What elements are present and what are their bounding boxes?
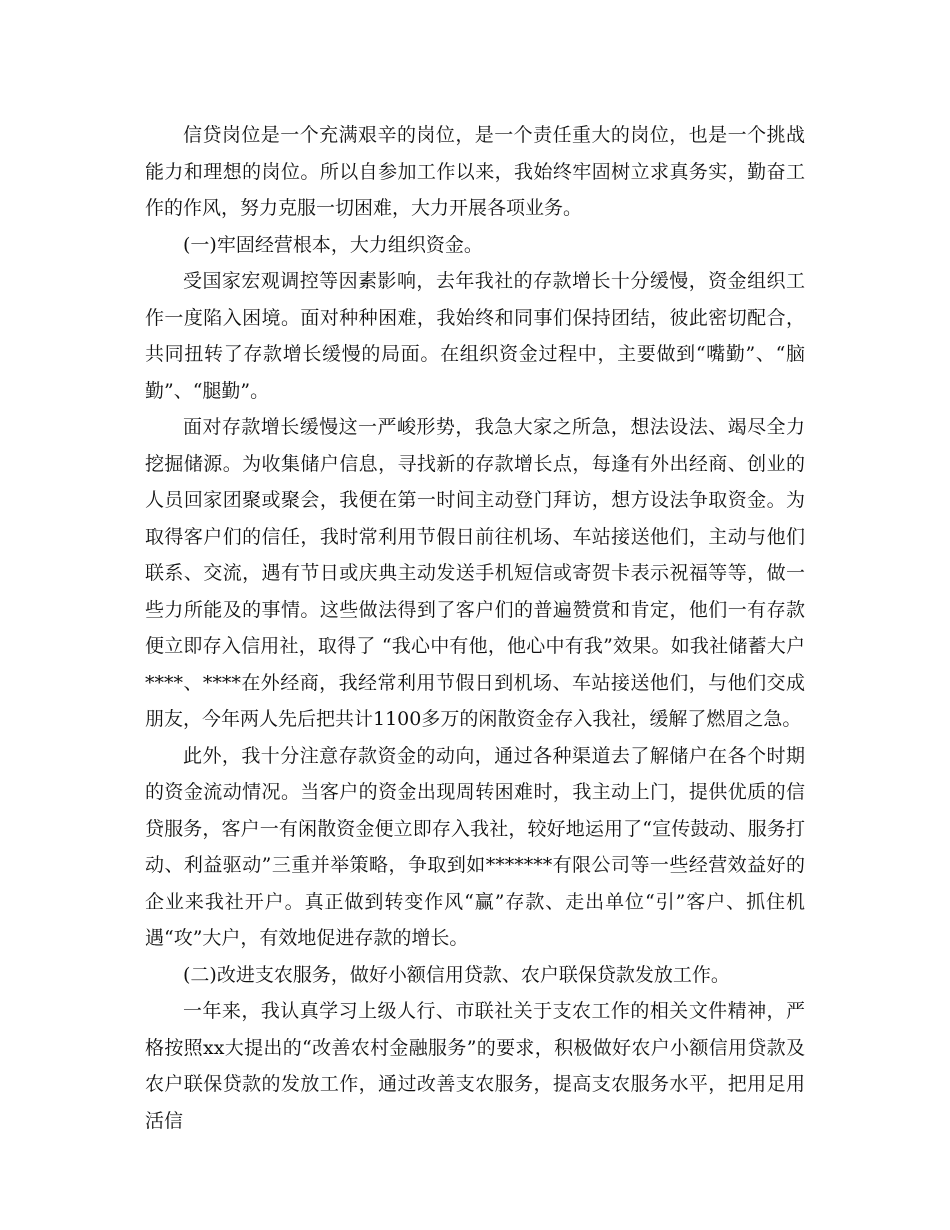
section-heading-2: (二)改进支农服务，做好小额信用贷款、农户联保贷款发放工作。: [183, 963, 730, 986]
paragraph-rural-service: 一年来，我认真学习上级人行、市联社关于支农工作的相关文件精神，严格按照xx大提出的“改善农村金融服务”的要求，积极做好农户小额信用贷款及农户联保贷款的发放工作，通过改善支农服务，提高支农服务水平，把用足用活信: [145, 1000, 805, 1132]
paragraph-intro: 信贷岗位是一个充满艰辛的岗位，是一个责任重大的岗位，也是一个挑战能力和理想的岗位。所以自参加工作以来，我始终牢固树立求真务实，勤奋工作的作风，努力克服一切困难，大力开展各项业务。: [145, 124, 805, 219]
section-heading-1: (一)牢固经营根本，大力组织资金。: [183, 233, 483, 256]
paragraph-deposit-situation: 受国家宏观调控等因素影响，去年我社的存款增长十分缓慢，资金组织工作一度陷入困境。面对种种困难，我始终和同事们保持团结，彼此密切配合，共同扭转了存款增长缓慢的局面。在组织资金过程中，主要做到“嘴勤”、“脑勤”、“腿勤”。: [145, 270, 805, 402]
paragraph-deposit-flow: 此外，我十分注意存款资金的动向，通过各种渠道去了解储户在各个时期的资金流动情况。当客户的资金出现周转困难时，我主动上门，提供优质的信贷服务，客户一有闲散资金便立即存入我社，较好地运用了“宣传鼓动、服务打动、利益驱动”三重并举策略，争取到如*******有限公司等一些经营效益好的企业来我社开户。真正做到转变作风“赢”存款、走出单位“引”客户、抓住机遇“攻”大户，有效地促进存款的增长。: [145, 744, 805, 949]
paragraph-deposit-sources: 面对存款增长缓慢这一严峻形势，我急大家之所急，想法设法、竭尽全力挖掘储源。为收集储户信息，寻找新的存款增长点，每逢有外出经商、创业的人员回家团聚或聚会，我便在第一时间主动登门拜访，想方设法争取资金。为取得客户们的信任，我时常利用节假日前往机场、车站接送他们，主动与他们联系、交流，遇有节日或庆典主动发送手机短信或寄贺卡表示祝福等等，做一些力所能及的事情。这些做法得到了客户们的普遍赞赏和肯定，他们一有存款便立即存入信用社，取得了 “我心中有他，他心中有我”效果。如我社储蓄大户****、****在外经商，我经常利用节假日到机场、车站接送他们，与他们交成朋友，今年两人先后把共计1100多万的闲散资金存入我社，缓解了燃眉之急。: [145, 416, 805, 730]
document-body: [145, 117, 805, 1139]
